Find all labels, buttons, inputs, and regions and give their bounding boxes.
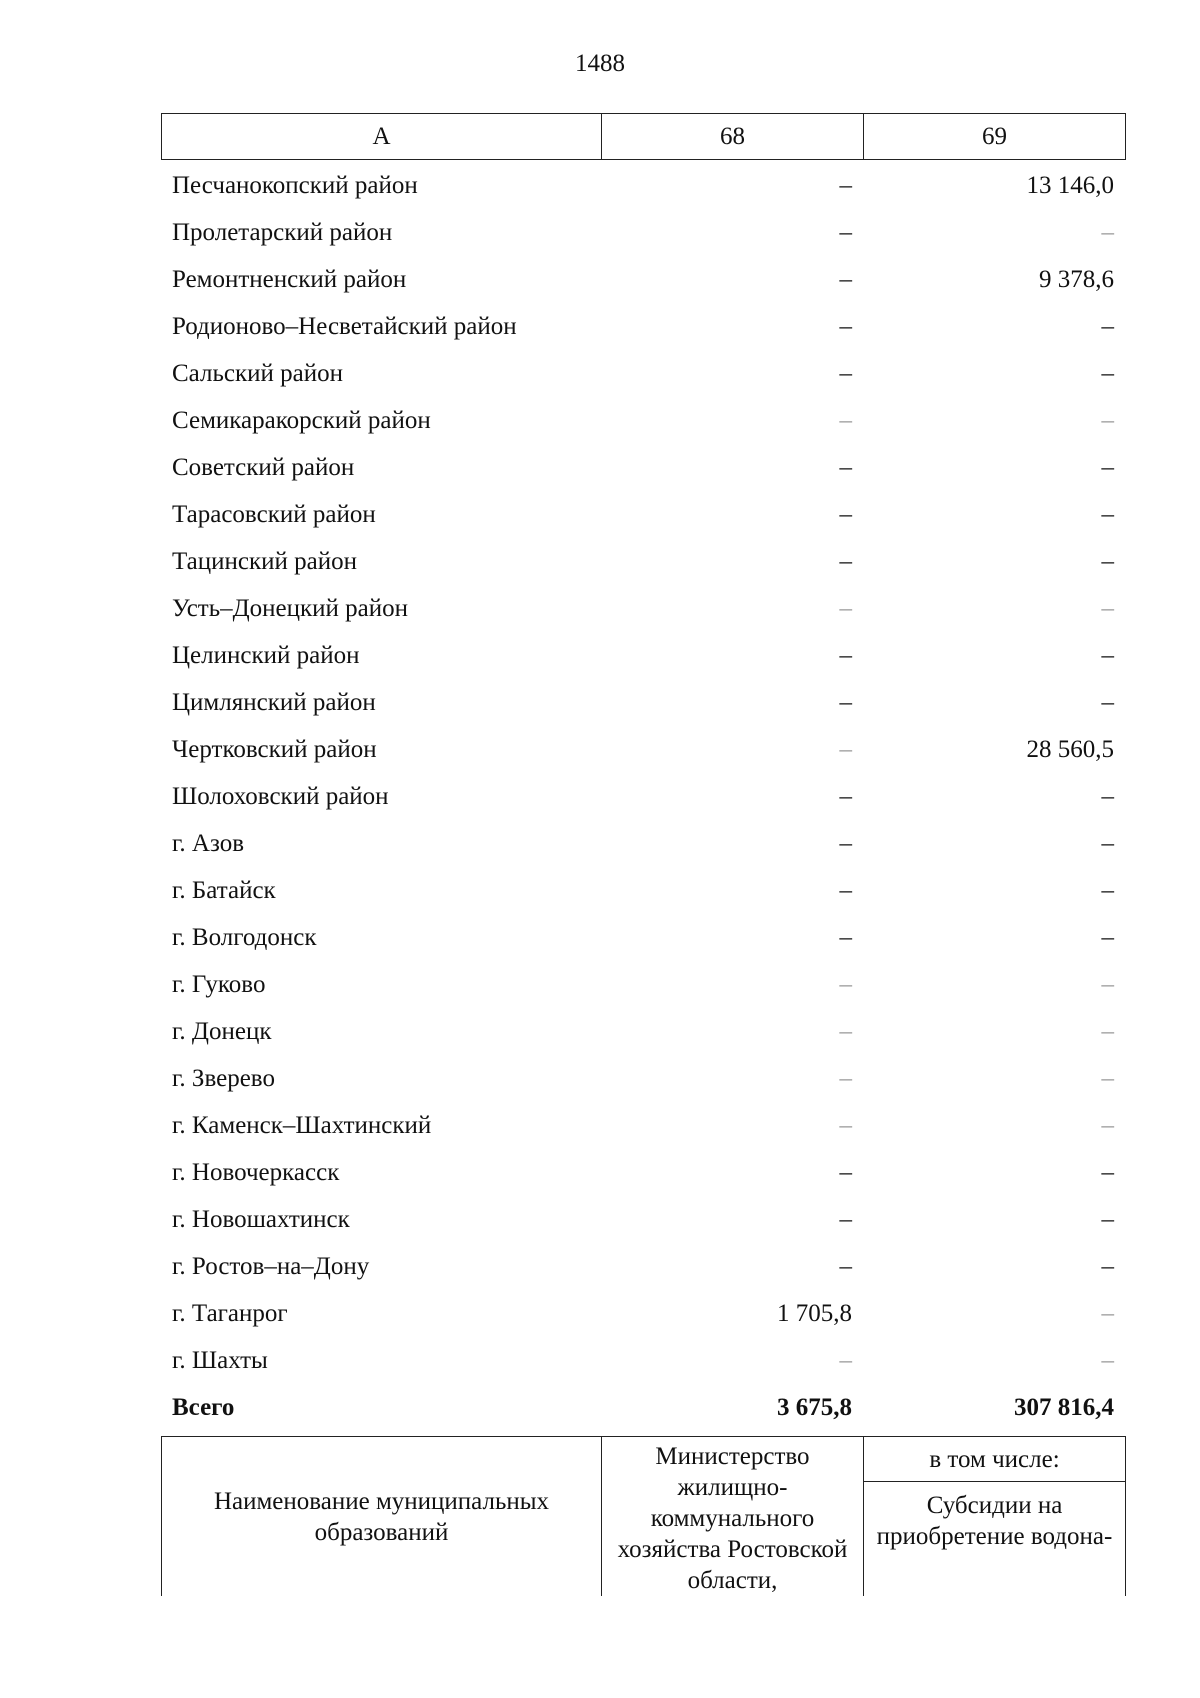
row-name: Ремонтненский район (172, 265, 407, 293)
total-value-69: 307 816,4 (1014, 1393, 1114, 1421)
row-value-68: – (839, 1017, 852, 1045)
header-col-69: 69 (864, 114, 1126, 160)
row-value-68: – (839, 265, 852, 293)
row-value-69: – (1101, 1252, 1114, 1280)
row-value-69: – (1101, 923, 1114, 951)
row-value-69: 28 560,5 (1026, 735, 1114, 763)
next-header-col-c-bottom: Субсидии на приобретение водона- (864, 1482, 1126, 1597)
row-name: г. Новочеркасск (172, 1158, 340, 1186)
row-value-69: – (1101, 1064, 1114, 1092)
row-name: Советский район (172, 453, 355, 481)
row-value-69: – (1101, 970, 1114, 998)
row-value-69: 13 146,0 (1026, 171, 1114, 199)
row-value-69: – (1101, 641, 1114, 669)
row-name: Тацинский район (172, 547, 357, 575)
row-value-69: – (1101, 1017, 1114, 1045)
row-value-68: – (839, 829, 852, 857)
table-row (161, 820, 1125, 867)
table-row (161, 538, 1125, 585)
table-row (161, 632, 1125, 679)
row-name: г. Ростов–на–Дону (172, 1252, 370, 1280)
row-value-69: – (1101, 1158, 1114, 1186)
row-name: Песчанокопский район (172, 171, 418, 199)
row-value-68: – (839, 1158, 852, 1186)
row-value-68: – (839, 406, 852, 434)
row-name: г. Гуково (172, 970, 266, 998)
header-col-a: А (162, 114, 602, 160)
row-value-69: – (1101, 1111, 1114, 1139)
row-name: г. Батайск (172, 876, 276, 904)
row-value-68: – (839, 312, 852, 340)
row-name: г. Донецк (172, 1017, 272, 1045)
table-row (161, 350, 1125, 397)
row-name: г. Азов (172, 829, 245, 857)
table-row (161, 1055, 1125, 1102)
row-value-68: – (839, 594, 852, 622)
row-name: г. Каменск–Шахтинский (172, 1111, 432, 1139)
table-row (161, 1337, 1125, 1384)
total-row (161, 1384, 1125, 1431)
row-value-69: – (1101, 688, 1114, 716)
table-row (161, 1290, 1125, 1337)
row-value-68: – (839, 923, 852, 951)
table-row (161, 726, 1125, 773)
table-row (161, 867, 1125, 914)
total-value-68: 3 675,8 (777, 1393, 852, 1421)
table-row (161, 303, 1125, 350)
table-row (161, 444, 1125, 491)
row-name: Цимлянский район (172, 688, 376, 716)
table-row (161, 397, 1125, 444)
table-row (161, 162, 1125, 209)
data-rows (161, 162, 1125, 1431)
table-row (161, 1102, 1125, 1149)
row-name: г. Шахты (172, 1346, 268, 1374)
table-row (161, 1149, 1125, 1196)
row-name: г. Новошахтинск (172, 1205, 350, 1233)
row-value-68: – (839, 171, 852, 199)
row-value-68: – (839, 688, 852, 716)
header-col-68: 68 (602, 114, 864, 160)
table-row (161, 585, 1125, 632)
table-row (161, 1196, 1125, 1243)
table-row (161, 256, 1125, 303)
row-value-68: – (839, 1205, 852, 1233)
row-value-68: – (839, 359, 852, 387)
row-value-68: – (839, 1111, 852, 1139)
row-value-68: – (839, 782, 852, 810)
column-header-table (161, 113, 1126, 160)
row-value-69: – (1101, 359, 1114, 387)
row-value-69: – (1101, 453, 1114, 481)
row-name: Семикаракорский район (172, 406, 431, 434)
row-name: Сальский район (172, 359, 343, 387)
row-name: Усть–Донецкий район (172, 594, 409, 622)
total-label: Всего (172, 1393, 235, 1421)
table-row (161, 1008, 1125, 1055)
next-header-col-c-top: в том числе: (864, 1437, 1126, 1482)
row-value-69: – (1101, 218, 1114, 246)
row-value-68: – (839, 547, 852, 575)
row-value-69: – (1101, 406, 1114, 434)
row-value-68: – (839, 453, 852, 481)
row-value-68: – (839, 641, 852, 669)
row-name: Чертковский район (172, 735, 377, 763)
row-value-69: – (1101, 500, 1114, 528)
next-table-header-wrapper (161, 1436, 1127, 1594)
row-name: г. Волгодонск (172, 923, 317, 951)
row-value-69: – (1101, 1346, 1114, 1374)
row-name: г. Зверево (172, 1064, 275, 1092)
row-name: Тарасовский район (172, 500, 376, 528)
table-row (161, 491, 1125, 538)
row-value-68: – (839, 1252, 852, 1280)
table-row (161, 914, 1125, 961)
row-value-68: – (839, 1064, 852, 1092)
row-name: г. Таганрог (172, 1299, 288, 1327)
row-name: Родионово–Несветайский район (172, 312, 517, 340)
page-number: 1488 (575, 50, 625, 77)
row-value-68: – (839, 218, 852, 246)
row-value-68: – (839, 500, 852, 528)
table-row (161, 1243, 1125, 1290)
table-row (161, 209, 1125, 256)
next-header-col-a: Наименование муниципальных образований (162, 1437, 602, 1597)
row-value-69: – (1101, 547, 1114, 575)
next-header-col-b: Министерство жилищно-коммунального хозяйства Ростовской области, (602, 1437, 864, 1597)
next-table-header (161, 1436, 1126, 1596)
row-value-68: – (839, 1346, 852, 1374)
row-name: Целинский район (172, 641, 360, 669)
row-value-68: 1 705,8 (777, 1299, 852, 1327)
table-row (161, 773, 1125, 820)
row-value-69: – (1101, 312, 1114, 340)
row-name: Шолоховский район (172, 782, 389, 810)
row-value-69: – (1101, 829, 1114, 857)
row-value-69: 9 378,6 (1039, 265, 1114, 293)
table-row (161, 679, 1125, 726)
row-value-69: – (1101, 594, 1114, 622)
row-value-69: – (1101, 876, 1114, 904)
row-name: Пролетарский район (172, 218, 393, 246)
row-value-68: – (839, 970, 852, 998)
row-value-68: – (839, 735, 852, 763)
row-value-69: – (1101, 1299, 1114, 1327)
row-value-69: – (1101, 1205, 1114, 1233)
row-value-68: – (839, 876, 852, 904)
table-row (161, 961, 1125, 1008)
row-value-69: – (1101, 782, 1114, 810)
